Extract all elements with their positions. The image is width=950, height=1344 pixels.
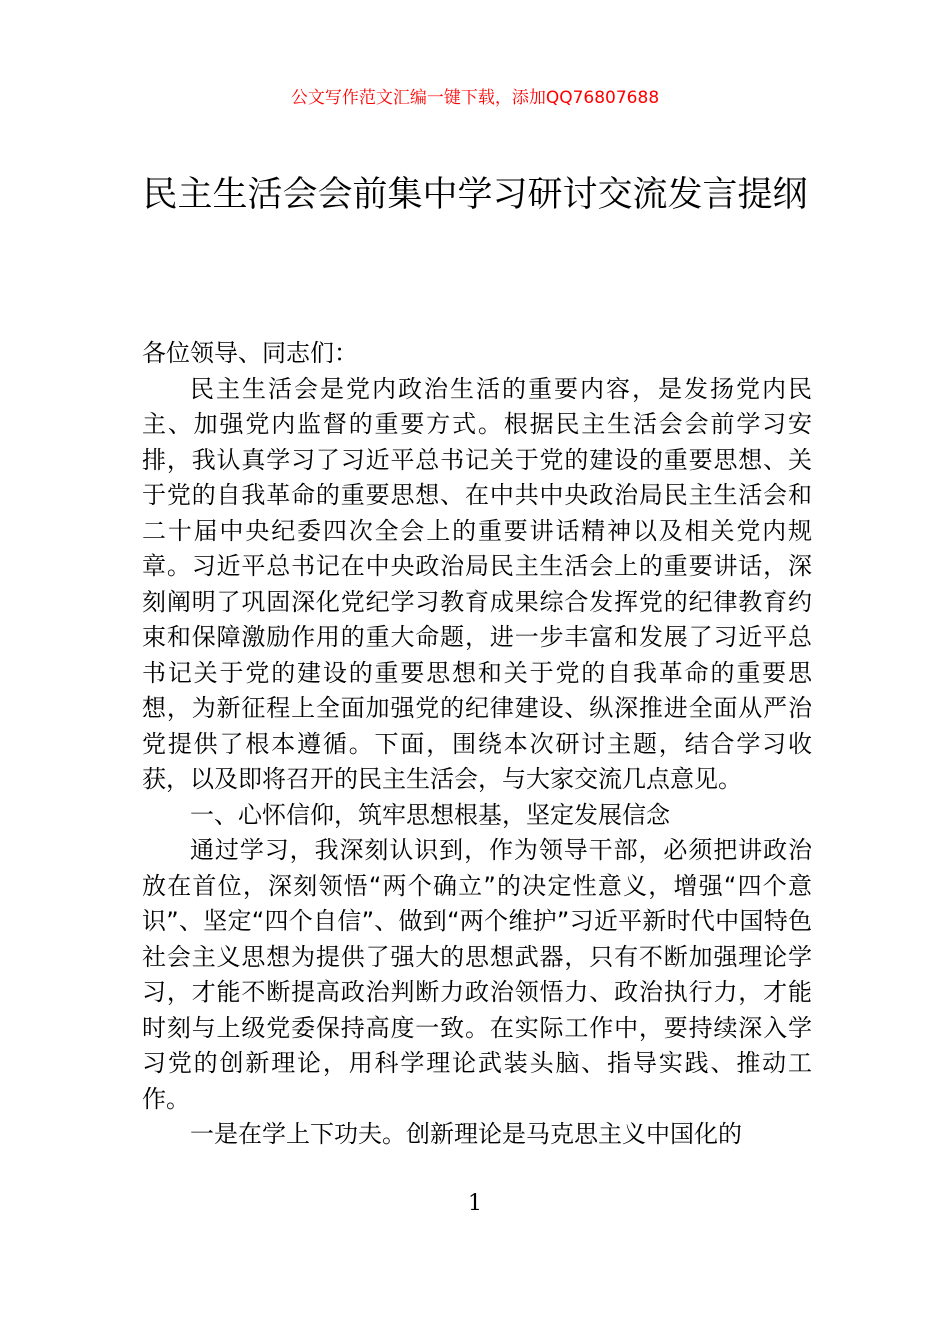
page-number: 1 bbox=[468, 1191, 482, 1216]
document-title: 民主生活会会前集中学习研讨交流发言提纲 bbox=[142, 175, 808, 215]
paragraph-point-1: 一是在学上下功夫。创新理论是马克思主义中国化的 bbox=[190, 1120, 742, 1148]
section-heading-1: 一、心怀信仰，筑牢思想根基，坚定发展信念 bbox=[190, 800, 670, 829]
paragraph-intro: 民主生活会是党内政治生活的重要内容，是发扬党内民主、加强党内监督的重要方式。根据民主生活会会前学习安排，我认真学习了习近平总书记关于党的建设的重要思想、关于党的自我革命的重要思想、在中共中央政治局民主生活会和二十届中央纪委四次全会上的重要讲话精神以及相关党内规章。习近平总书记在中央政治局民主生活会上的重要讲话，深刻阐明了巩固深化党纪学习教育成果综合发挥党的纪律教育约束和保障激励作用的重大命题，进一步丰富和发展了习近平总书记关于党的建设的重要思想和关于党的自我革命的重要思想，为新征程上全面加强党的纪律建设、纵深推进全面从严治党提供了根本遵循。下面，围绕本次研讨主题，结合学习收获，以及即将召开的民主生活会，与大家交流几点意见。 bbox=[142, 374, 812, 793]
download-promo-note: 公文写作范文汇编一键下载，添加QQ76807688 bbox=[290, 88, 660, 108]
paragraph-section-1: 通过学习，我深刻认识到，作为领导干部，必须把讲政治放在首位，深刻领悟“两个确立”的决定性意义，增强“四个意识”、坚定“四个自信”、做到“两个维护”习近平新时代中国特色社会主义思想为提供了强大的思想武器，只有不断加强理论学习，才能不断提高政治判断力政治领悟力、政治执行力，才能时刻与上级党委保持高度一致。在实际工作中，要持续深入学习党的创新理论，用科学理论武装头脑、指导实践、推动工作。 bbox=[142, 836, 812, 1113]
document-body bbox=[142, 336, 812, 1153]
salutation: 各位领导、同志们： bbox=[142, 339, 358, 367]
